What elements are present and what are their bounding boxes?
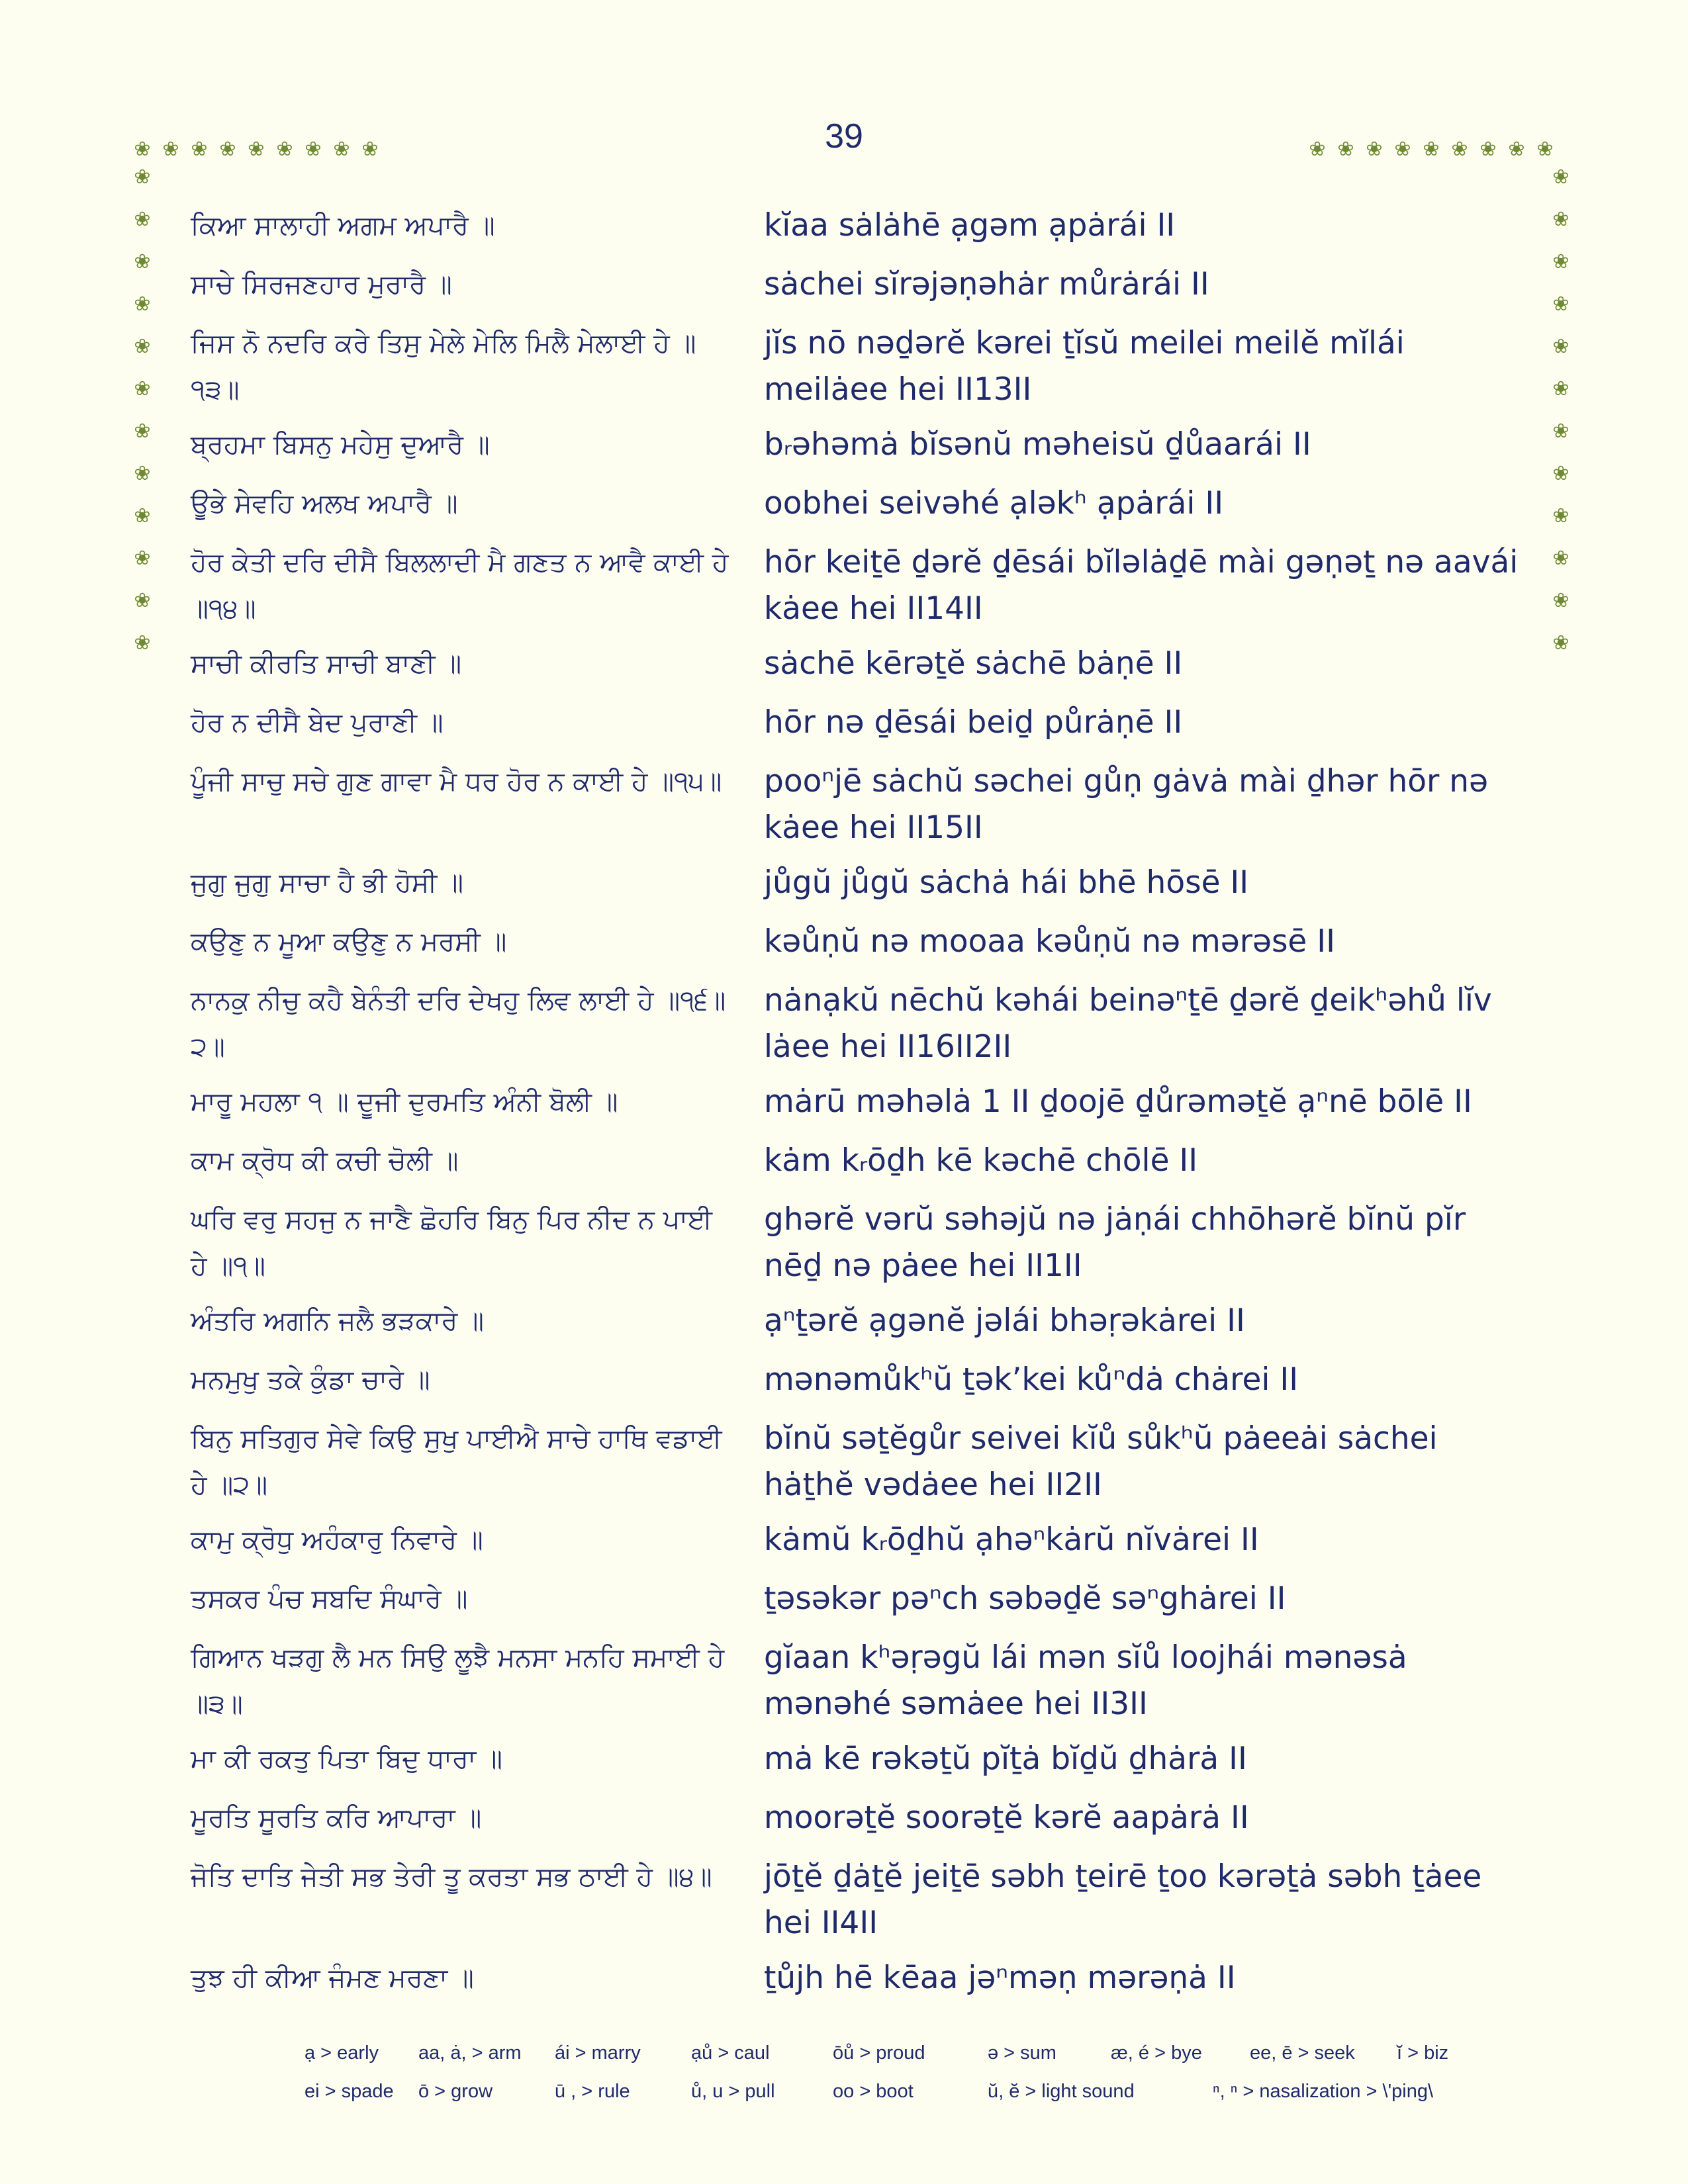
transliteration-text: moorəṯĕ soorəṯĕ kərĕ aapȧrȧ II xyxy=(764,1799,1249,1836)
transliteration-text: sȧchei sĭrəjəṇəhȧr můrȧrái II xyxy=(764,266,1209,302)
legend-item: oo > boot xyxy=(833,2081,914,2102)
gurmukhi-text: ਹੋਰ ਕੇਤੀ ਦਰਿ ਦੀਸੈ ਬਿਲਲਾਦੀ ਮੈ ਗਣਤ ਨ ਆਵੈ ਕਾਈ ਹੇ ॥੧੪॥ xyxy=(191,547,737,624)
transliteration-text: nȧnạkŭ nēchŭ kəhái beinəⁿṯē ḏərĕ ḏeikʰəhů lĭv lȧee hei II16II2II xyxy=(764,982,1502,1065)
flower-ornament-icon: ❀ xyxy=(1366,138,1383,161)
flower-ornament-icon: ❀ xyxy=(1394,138,1411,161)
transliteration-text: bᵣəhəmȧ bĭsənŭ məheisŭ ḏůaarái II xyxy=(764,426,1311,463)
legend-item: ạů > caul xyxy=(691,2042,770,2064)
legend-item: ō > grow xyxy=(418,2081,493,2102)
flower-ornament-icon: ❀ xyxy=(1337,138,1354,161)
gurmukhi-text: ਮਾਰੂ ਮਹਲਾ ੧ ॥ ਦੂਜੀ ਦੁਰਮਤਿ ਅੰਨੀ ਬੋਲੀ ॥ xyxy=(191,1087,618,1117)
transliteration-text: oobhei seivəhé ạləkʰ ạpȧrái II xyxy=(764,485,1224,522)
legend-item: ə > sum xyxy=(988,2042,1056,2064)
gurmukhi-text: ਅੰਤਰਿ ਅਗਨਿ ਜਲੈ ਭੜਕਾਰੇ ॥ xyxy=(191,1306,484,1336)
transliteration-text: gĭaan kʰəṛəgŭ lái mən sĭů loojhái mənəsȧ mənəhé səmȧee hei II3II xyxy=(764,1639,1417,1722)
flower-ornament-icon: ❀ xyxy=(1552,335,1570,358)
gurmukhi-text: ਬ੍ਰਹਮਾ ਬਿਸਨੁ ਮਹੇਸੁ ਦੁਆਰੈ ॥ xyxy=(191,430,490,460)
legend-item: ⁿ, ⁿ > nasalization > \'ping\ xyxy=(1213,2081,1434,2102)
transliteration-text: mənəmůkʰŭ ṯək’kei kůⁿdȧ chȧrei II xyxy=(764,1361,1299,1398)
flower-ornament-icon: ❀ xyxy=(134,631,151,655)
flower-ornament-icon: ❀ xyxy=(1552,165,1570,189)
legend-item: ái > marry xyxy=(555,2042,641,2064)
transliteration-text: pooⁿjē sȧchŭ səchei gůṇ gȧvȧ mài ḏhər hōr nə kȧee hei II15II xyxy=(764,763,1498,846)
transliteration-text: ṯůjh hē kēaa jəⁿməṇ mərəṇȧ II xyxy=(764,1960,1236,1996)
flower-ornament-icon: ❀ xyxy=(134,138,151,161)
flower-ornament-icon: ❀ xyxy=(333,138,350,161)
legend-item: ů, u > pull xyxy=(691,2081,775,2102)
transliteration-text: kȧm kᵣōḏh kē kəchē chōlē II xyxy=(764,1142,1198,1179)
transliteration-text: mȧ kē rəkəṯŭ pĭṯȧ bĭḏŭ ḏhȧrȧ II xyxy=(764,1741,1247,1777)
gurmukhi-text: ਊਭੇ ਸੇਵਹਿ ਅਲਖ ਅਪਾਰੈ ॥ xyxy=(191,488,458,519)
transliteration-text: ṯəsəkər pəⁿch səbəḏĕ səⁿghȧrei II xyxy=(764,1580,1286,1617)
flower-ornament-icon: ❀ xyxy=(1552,420,1570,443)
flower-ornament-icon: ❀ xyxy=(1508,138,1525,161)
flower-ornament-icon: ❀ xyxy=(134,293,151,316)
gurmukhi-text: ਬਿਨੁ ਸਤਿਗੁਰ ਸੇਵੇ ਕਿਉ ਸੁਖੁ ਪਾਈਐ ਸਾਚੇ ਹਾਥਿ ਵਡਾਈ ਹੇ ॥੨॥ xyxy=(191,1424,731,1500)
flower-ornament-icon: ❀ xyxy=(1479,138,1497,161)
flower-ornament-icon: ❀ xyxy=(134,250,151,273)
legend-item: æ, é > bye xyxy=(1111,2042,1202,2064)
flower-ornament-icon: ❀ xyxy=(1423,138,1440,161)
flower-ornament-icon: ❀ xyxy=(305,138,322,161)
gurmukhi-text: ਕਉਣੁ ਨ ਮੂਆ ਕਉਣੁ ਨ ਮਰਸੀ ॥ xyxy=(191,927,507,957)
transliteration-text: ạⁿṯərĕ ạgənĕ jəlái bhəṛəkȧrei II xyxy=(764,1302,1245,1339)
transliteration-text: kəůṇŭ nə mooaa kəůṇŭ nə mərəsē II xyxy=(764,923,1336,960)
flower-ornament-icon: ❀ xyxy=(134,420,151,443)
transliteration-text: hōr nə ḏēsái beiḏ půrȧṇē II xyxy=(764,704,1183,741)
flower-ornament-icon: ❀ xyxy=(248,138,265,161)
transliteration-text: sȧchē kērəṯĕ sȧchē bȧṇē II xyxy=(764,645,1183,682)
flower-ornament-icon: ❀ xyxy=(276,138,293,161)
flower-ornament-icon: ❀ xyxy=(134,589,151,612)
transliteration-text: ghərĕ vərŭ səhəjŭ nə jȧṇái chhōhərĕ bĭnŭ pĭr nēḏ nə pȧee hei II1II xyxy=(764,1201,1476,1284)
transliteration-text: kȧmŭ kᵣōḏhŭ ạhəⁿkȧrŭ nĭvȧrei II xyxy=(764,1522,1259,1558)
legend-item: ee, ē > seek xyxy=(1250,2042,1355,2064)
legend-item: ū , > rule xyxy=(555,2081,630,2102)
flower-ornament-icon: ❀ xyxy=(134,165,151,189)
flower-ornament-icon: ❀ xyxy=(1552,589,1570,612)
gurmukhi-text: ਸਾਚੀ ਕੀਰਤਿ ਸਾਚੀ ਬਾਣੀ ॥ xyxy=(191,649,462,679)
legend-item: ei > spade xyxy=(305,2081,394,2102)
transliteration-text: kĭaa sȧlȧhē ạgəm ạpȧrái II xyxy=(764,207,1176,244)
flower-ornament-icon: ❀ xyxy=(1552,504,1570,527)
gurmukhi-text: ਕਾਮ ਕ੍ਰੋਧ ਕੀ ਕਚੀ ਚੋਲੀ ॥ xyxy=(191,1146,459,1176)
transliteration-text: mȧrū məhəlȧ 1 II ḏoojē ḏůrəməṯĕ ạⁿnē bōlē II xyxy=(764,1083,1472,1120)
flower-ornament-icon: ❀ xyxy=(219,138,236,161)
flower-ornament-icon: ❀ xyxy=(134,208,151,231)
flower-ornament-icon: ❀ xyxy=(1552,377,1570,400)
flower-ornament-icon: ❀ xyxy=(1552,547,1570,570)
flower-ornament-icon: ❀ xyxy=(134,462,151,485)
flower-ornament-icon: ❀ xyxy=(162,138,179,161)
transliteration-text: jōṯĕ ḏȧṯĕ jeiṯē səbh ṯeirē ṯoo kərəṯȧ səbh ṯȧee hei II4II xyxy=(764,1858,1492,1941)
flower-ornament-icon: ❀ xyxy=(134,547,151,570)
flower-ornament-icon: ❀ xyxy=(1451,138,1468,161)
gurmukhi-text: ਸਾਚੇ ਸਿਰਜਣਹਾਰ ਮੁਰਾਰੈ ॥ xyxy=(191,269,452,300)
flower-ornament-icon: ❀ xyxy=(1552,250,1570,273)
gurmukhi-text: ਜੁਗੁ ਜੁਗੁ ਸਾਚਾ ਹੈ ਭੀ ਹੋਸੀ ॥ xyxy=(191,868,464,898)
gurmukhi-text: ਜੋਤਿ ਦਾਤਿ ਜੇਤੀ ਸਭ ਤੇਰੀ ਤੂ ਕਰਤਾ ਸਭ ਠਾਈ ਹੇ ॥੪॥ xyxy=(191,1862,712,1892)
gurmukhi-text: ਮਾ ਕੀ ਰਕਤੁ ਪਿਤਾ ਬਿਦੁ ਧਾਰਾ ॥ xyxy=(191,1744,502,1774)
gurmukhi-text: ਜਿਸ ਨੋ ਨਦਰਿ ਕਰੇ ਤਿਸੁ ਮੇਲੇ ਮੇਲਿ ਮਿਲੈ ਮੇਲਾਈ ਹੇ ॥੧੩॥ xyxy=(191,328,696,405)
transliteration-text: hōr keiṯē ḏərĕ ḏēsái bĭləlȧḏē mài gəṇəṯ nə aavái kȧee hei II14II xyxy=(764,544,1528,627)
transliteration-text: jůgŭ jůgŭ sȧchȧ hái bhē hōsē II xyxy=(764,864,1249,901)
flower-ornament-icon: ❀ xyxy=(134,377,151,400)
flower-ornament-icon: ❀ xyxy=(134,504,151,527)
gurmukhi-text: ਤੁਝ ਹੀ ਕੀਆ ਜੰਮਣ ਮਰਣਾ ॥ xyxy=(191,1963,474,1993)
flower-ornament-icon: ❀ xyxy=(191,138,208,161)
gurmukhi-text: ਗਿਆਨ ਖੜਗੁ ਲੈ ਮਨ ਸਿਉ ਲੂਝੈ ਮਨਸਾ ਮਨਹਿ ਸਮਾਈ ਹੇ ॥੩॥ xyxy=(191,1643,733,1719)
legend-item: ĭ > biz xyxy=(1397,2042,1449,2064)
flower-ornament-icon: ❀ xyxy=(1552,462,1570,485)
flower-ornament-icon: ❀ xyxy=(1309,138,1326,161)
flower-ornament-icon: ❀ xyxy=(1552,208,1570,231)
legend-item: ạ > early xyxy=(305,2042,379,2064)
gurmukhi-text: ਪੂੰਜੀ ਸਾਚੁ ਸਚੇ ਗੁਣ ਗਾਵਾ ਮੈ ਧਰ ਹੋਰ ਨ ਕਾਈ ਹੇ ॥੧੫॥ xyxy=(191,766,722,797)
gurmukhi-text: ਘਰਿ ਵਰੁ ਸਹਜੁ ਨ ਜਾਣੈ ਛੋਹਰਿ ਬਿਨੁ ਪਿਰ ਨੀਦ ਨ ਪਾਈ ਹੇ ॥੧॥ xyxy=(191,1205,721,1281)
legend-item: ōů > proud xyxy=(833,2042,925,2064)
transliteration-text: bĭnŭ səṯĕgůr seivei kĭů sůkʰŭ pȧeeȧi sȧchei hȧṯhĕ vədȧee hei II2II xyxy=(764,1420,1448,1503)
transliteration-text: jĭs nō nəḏərĕ kərei ṯĭsŭ meilei meilĕ mĭlái meilȧee hei II13II xyxy=(764,325,1415,408)
page-number: 39 xyxy=(825,117,863,156)
gurmukhi-text: ਨਾਨਕੁ ਨੀਚੁ ਕਹੈ ਬੇਨੰਤੀ ਦਰਿ ਦੇਖਹੁ ਲਿਵ ਲਾਈ ਹੇ ॥੧੬॥੨॥ xyxy=(191,985,726,1062)
flower-ornament-icon: ❀ xyxy=(134,335,151,358)
flower-ornament-icon: ❀ xyxy=(361,138,379,161)
flower-ornament-icon: ❀ xyxy=(1536,138,1554,161)
gurmukhi-text: ਮਨਮੁਖੁ ਤਕੇ ਕੁੰਡਾ ਚਾਰੇ ॥ xyxy=(191,1365,430,1395)
gurmukhi-text: ਮੂਰਤਿ ਸੂਰਤਿ ਕਰਿ ਆਪਾਰਾ ॥ xyxy=(191,1803,482,1833)
gurmukhi-text: ਕਾਮੁ ਕ੍ਰੋਧੁ ਅਹੰਕਾਰੁ ਨਿਵਾਰੇ ॥ xyxy=(191,1525,483,1555)
flower-ornament-icon: ❀ xyxy=(1552,631,1570,655)
gurmukhi-text: ਤਸਕਰ ਪੰਚ ਸਬਦਿ ਸੰਘਾਰੇ ॥ xyxy=(191,1584,468,1614)
gurmukhi-text: ਕਿਆ ਸਾਲਾਹੀ ਅਗਮ ਅਪਾਰੈ ॥ xyxy=(191,210,495,241)
legend-item: aa, ȧ, > arm xyxy=(418,2042,522,2064)
flower-ornament-icon: ❀ xyxy=(1552,293,1570,316)
legend-item: ŭ, ĕ > light sound xyxy=(988,2081,1135,2102)
gurmukhi-text: ਹੋਰ ਨ ਦੀਸੈ ਬੇਦ ਪੁਰਾਣੀ ॥ xyxy=(191,707,444,738)
